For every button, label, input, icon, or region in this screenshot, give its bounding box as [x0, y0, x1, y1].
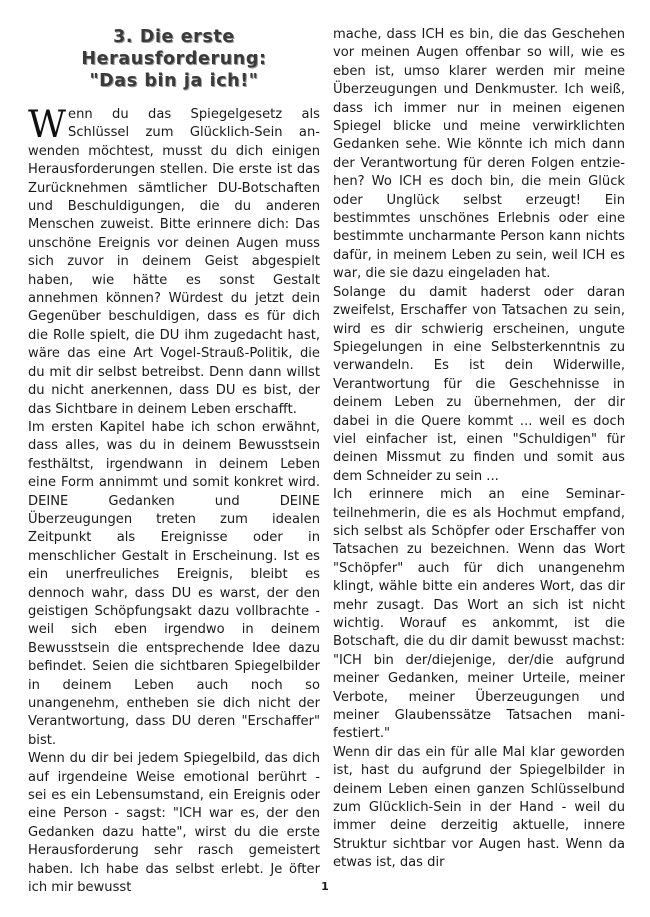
paragraph-5: Solange du damit haderst oder daran zweifelst, Erschaffer von Tatsachen zu sein, wird es dir schwierig erscheinen, ungute Spiegelungen in eine Selbsterkenntnis zu verwandeln. Es ist dein Widerwille, Verantwortung für die Geschehnisse in deinem Leben zu übernehmen, der dir dabei in die Quere kommt ... weil es doch viel einfacher ist, einen "Schuldigen" für deinen Missmut zu finden und somit aus dem Schneider zu sein ...: [333, 284, 625, 484]
paragraph-6: Ich erinnere mich an eine Seminarteilnehmerin, die es als Hochmut empfand, sich selbst als Schöpfer oder Erschaffer von Tatsachen zu bezeichnen. Wenn das Wort "Schöpfer" auch für dich unangenehm klingt, wähle bitte ein anderes Wort, das dir mehr zusagt. Das Wort an sich ist nicht wichtig. Worauf es ankommt, ist die Botschaft, die du dir damit bewusst machst: "ICH bin der/diejenige, der/die aufgrund meiner Gedanken, meiner Urteile, meiner Verbote, meiner Überzeugungen und meiner Glaubenssätze Tatsachen manifestiert.": [333, 487, 625, 742]
paragraph-3: Wenn du dir bei jedem Spiegelbild, das dich auf irgendeine Weise emotional berührt - sei es ein Lebensumstand, ein Ereignis oder eine Person - sagst: "ICH war es, der den Gedanken dazu hatte", wirst du die erste Herausforderung sehr rasch gemeistert haben. Ich habe das selbst erlebt. Je öfter ich mir bewusst: [28, 751, 320, 896]
paragraph-1: [28, 103, 320, 419]
page-number: 1: [321, 880, 329, 893]
paragraph-1-text: enn du das Spiegelgesetz als Schlüssel zum Glücklich-Sein anwenden möchtest, musst du dich einigen Herausforderungen stellen. Die erste ist das Zurücknehmen sämtlicher DU-Botschaften und Beschuldigungen, die du anderen Menschen zuweist. Bitte erinnere dich: Das unschöne Ereignis vor deinen Augen muss sich zuvor in deinem Geist abgespielt haben, wie hätte es sonst Gestalt annehmen können? Würdest du jetzt dein Gegenüber beschuldigen, dass es für dich die Rolle spielt, die DU ihm zugedacht hast, wäre das eine Art Vogel-Strauß-Politik, die du mit dir selbst betreibst. Denn dann willst du nicht anerkennen, dass DU es bist, der das Sichtbare in deinem Leben erschafft.: [28, 107, 320, 417]
heading-line-1: 3. Die erste: [113, 27, 235, 47]
paragraph-7: Wenn dir das ein für alle Mal klar geworden ist, hast du aufgrund der Spiegelbilder in deinem Leben einen ganzen Schlüsselbund zum Glücklich-Sein in der Hand - weil du immer deine derzeitig aktuelle, innere Struktur sichtbar vor Augen hast. Wenn da etwas ist, das dir: [333, 744, 625, 871]
chapter-heading: [28, 26, 320, 92]
left-column: [28, 26, 320, 897]
paragraph-4: mache, dass ICH es bin, die das Geschehen vor meinen Augen offenbar so will, wie es eben ist, umso klarer werden mir meine Überzeugungen und Denkmuster. Ich weiß, dass ich immer nur in meinen eigenen Spiegel blicke und meine verwirklichten Gedanken sehe. Wie könnte ich mich dann der Verantwortung für deren Folgen entziehen? Wo ICH es doch bin, die mein Glück oder Unglück selbst erzeugt! Ein bestimmtes unschönes Erlebnis oder eine bestimmte uncharmante Person kann nichts dafür, in meinem Leben zu sein, weil ICH es war, die sie dazu eingeladen hat.: [333, 27, 625, 282]
paragraph-2: Im ersten Kapitel habe ich schon erwähnt, dass alles, was du in deinem Bewusstsein festhältst, irgendwann in deinem Leben eine Form annimmt und somit konkret wird. DEINE Gedanken und DEINE Überzeugungen treten zum idealen Zeitpunkt als Ereignisse oder in menschlicher Gestalt in Erscheinung. Ist es ein unerfreuliches Ereignis, bleibt es dennoch wahr, dass DU es warst, der den geistigen Schöpfungsakt dazu vollbrachte - weil sich eben irgendwo in deinem Bewusstsein die entsprechende Idee dazu befindet. Seien die sichtbaren Spiegelbilder in deinem Leben auch noch so unangenehm, entheben sie dich nicht der Verantwortung, dass DU deren "Erschaffer" bist.: [28, 419, 320, 748]
heading-line-3: "Das bin ja ich!": [89, 71, 259, 91]
drop-cap: W: [28, 103, 67, 146]
heading-line-2: Herausforderung:: [81, 49, 267, 69]
right-column: [333, 26, 625, 873]
